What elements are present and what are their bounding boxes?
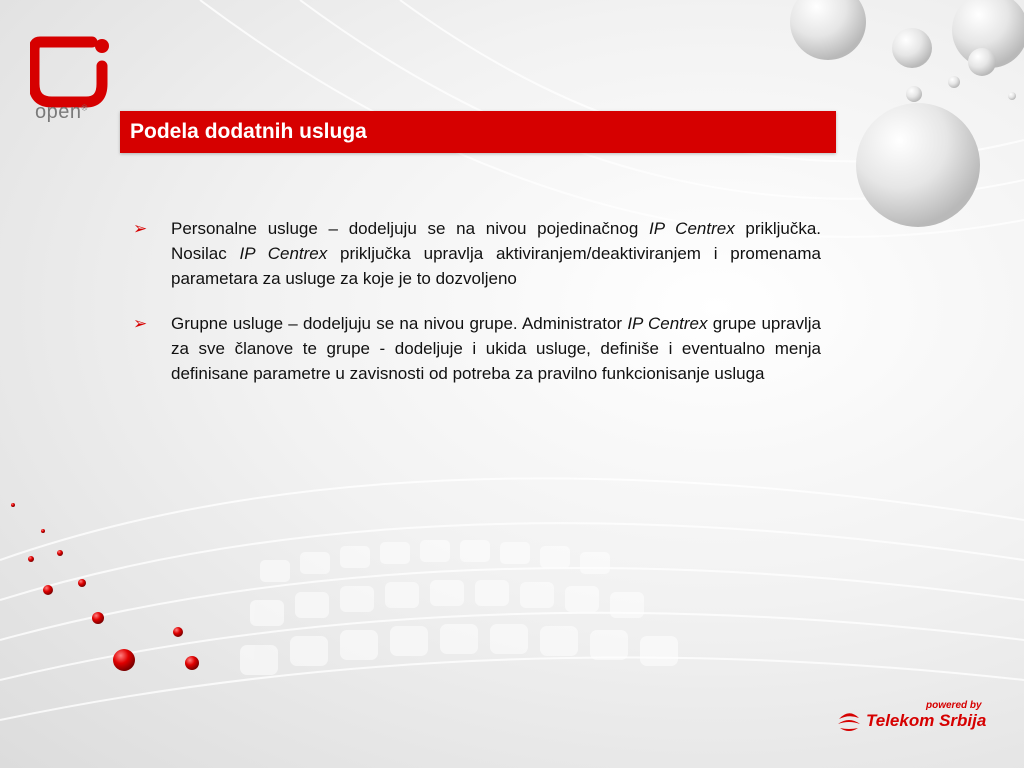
slide-title: Podela dodatnih usluga xyxy=(130,120,367,143)
bullet-item xyxy=(133,216,821,291)
bullet-item xyxy=(133,311,821,386)
logo-text: open® xyxy=(35,101,88,123)
arrow-bullet-icon: ➢ xyxy=(133,314,148,333)
telekom-swirl-icon xyxy=(836,710,862,734)
bullet-text: Personalne usluge – dodeljuju se na nivou pojedinačnog IP Centrex priključka. Nosilac IP Centrex priključka upravlja aktiviranjem/deaktiviranjem i promenama parametara za usluge za koje je to dozvoljeno xyxy=(171,219,822,288)
arrow-bullet-icon: ➢ xyxy=(133,219,148,238)
powered-by-label: powered by xyxy=(926,700,982,711)
telekom-srbija-brand: Telekom Srbija xyxy=(866,711,987,730)
slide-content xyxy=(133,216,821,406)
bullet-text: Grupne usluge – dodeljuju se na nivou grupe. Administrator IP Centrex grupe upravlja za sve članove te grupe - dodeljuje i ukida usluge, definiše i eventualno menja definisane parametre u zavisnosti od potreba za pravilno funkcionisanje usluga xyxy=(171,314,821,383)
